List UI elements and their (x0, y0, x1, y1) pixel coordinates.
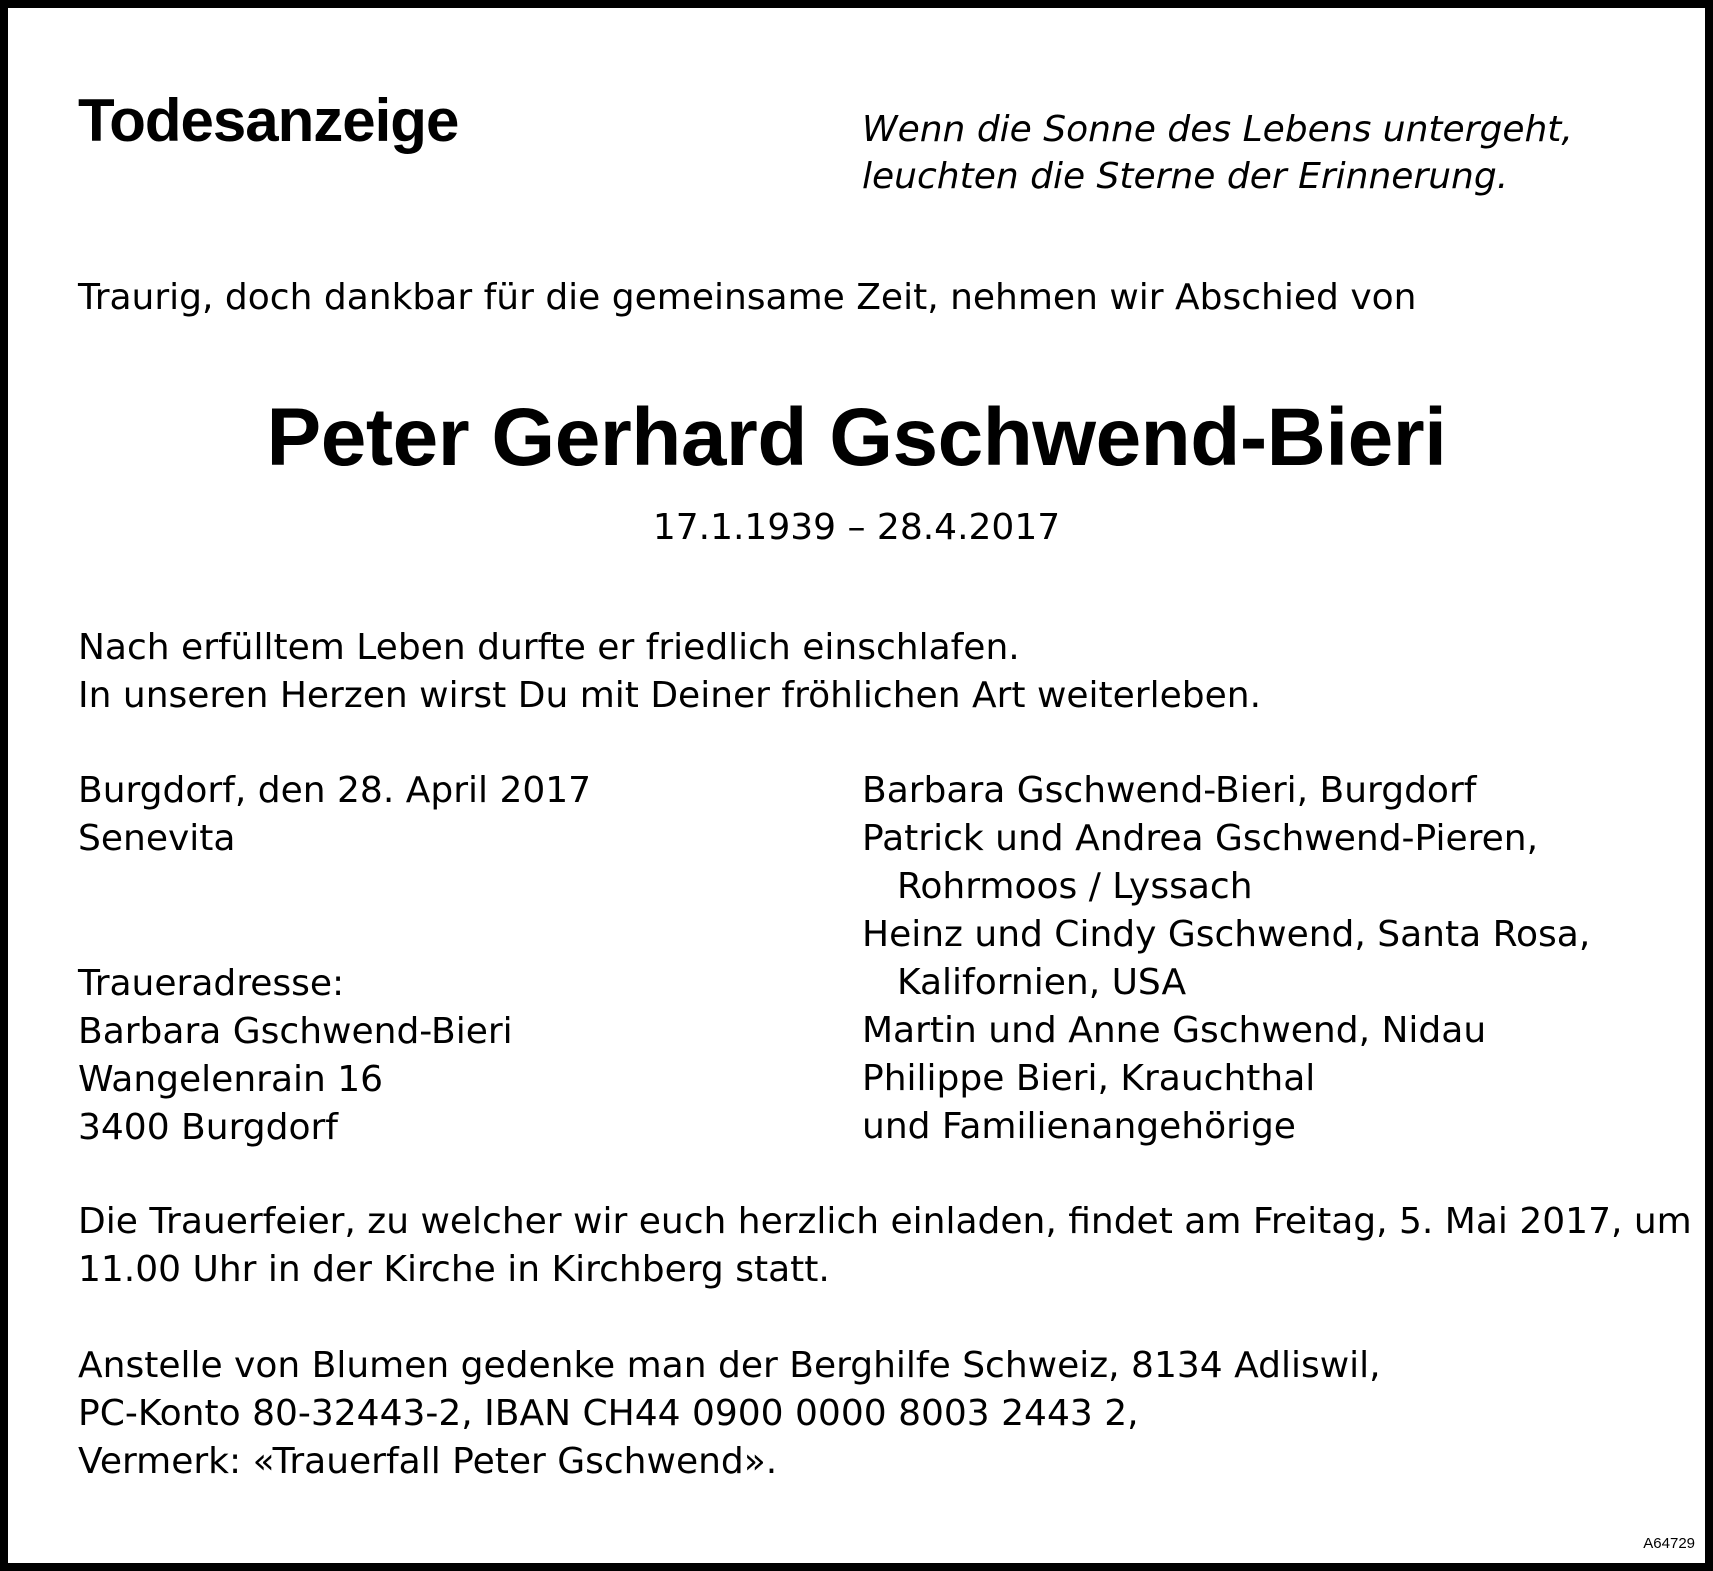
address-line: 3400 Burgdorf (78, 1107, 338, 1148)
motto-quote (862, 106, 1573, 200)
mourning-address (78, 960, 513, 1152)
address-label: Traueradresse: (78, 963, 345, 1004)
donation-line: PC-Konto 80-32443-2, IBAN CH44 0900 0000 8003 2443 2, (78, 1393, 1139, 1434)
place-name: Senevita (78, 818, 236, 859)
mourner-line: Rohrmoos / Lyssach (897, 866, 1253, 907)
motto-line: Wenn die Sonne des Lebens untergeht, (862, 109, 1573, 150)
mourner-line: Heinz und Cindy Gschwend, Santa Rosa, (862, 914, 1591, 955)
funeral-line: 11.00 Uhr in der Kirche in Kirchberg statt. (78, 1249, 830, 1290)
mourner-line: Barbara Gschwend-Bieri, Burgdorf (862, 770, 1477, 811)
life-dates: 17.1.1939 – 28.4.2017 (652, 507, 1061, 548)
mourners-list (862, 767, 1590, 1151)
donation-line: Vermerk: «Trauerfall Peter Gschwend». (78, 1441, 778, 1482)
intro-text: Traurig, doch dankbar für die gemeinsame Zeit, nehmen wir Abschied von (78, 277, 1417, 318)
mourner-line: Kalifornien, USA (897, 962, 1187, 1003)
mourner-line: Philippe Bieri, Krauchthal (862, 1058, 1316, 1099)
donation-notice (78, 1342, 1381, 1486)
place-date (78, 767, 591, 863)
deceased-name: Peter Gerhard Gschwend-Bieri (266, 392, 1447, 483)
place-date-line: Burgdorf, den 28. April 2017 (78, 770, 592, 811)
ad-title: Todesanzeige (78, 87, 459, 154)
motto-line: leuchten die Sterne der Erinnerung. (862, 156, 1509, 197)
tribute-text (78, 624, 1261, 720)
address-line: Wangelenrain 16 (78, 1059, 384, 1100)
tribute-line: In unseren Herzen wirst Du mit Deiner fröhlichen Art weiterleben. (78, 675, 1262, 716)
mourner-line: Patrick und Andrea Gschwend-Pieren, (862, 818, 1539, 859)
tribute-line: Nach erfülltem Leben durfte er friedlich einschlafen. (78, 627, 1020, 668)
mourner-line: und Familienangehörige (862, 1106, 1296, 1147)
ad-reference-number: A64729 (1643, 1535, 1695, 1552)
funeral-notice (78, 1198, 1692, 1294)
funeral-line: Die Trauerfeier, zu welcher wir euch herzlich einladen, findet am Freitag, 5. Mai 2017, um (78, 1201, 1692, 1242)
mourner-line: Martin und Anne Gschwend, Nidau (862, 1010, 1487, 1051)
address-line: Barbara Gschwend-Bieri (78, 1011, 513, 1052)
donation-line: Anstelle von Blumen gedenke man der Berghilfe Schweiz, 8134 Adliswil, (78, 1345, 1381, 1386)
